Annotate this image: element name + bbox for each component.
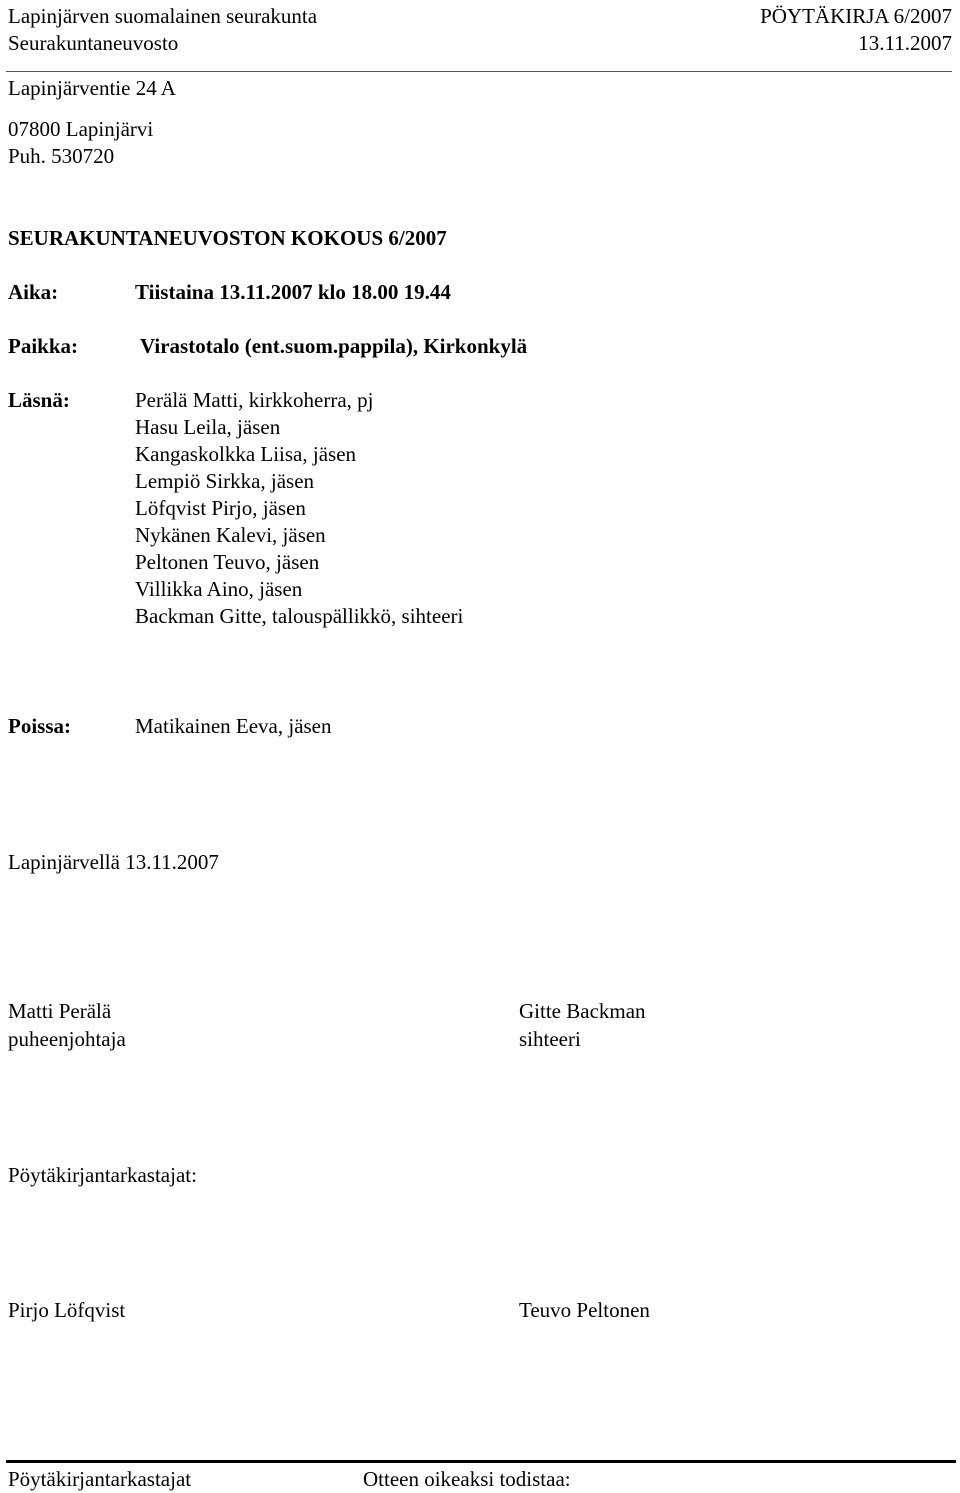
chair-name: Matti Perälä [8,999,112,1023]
attendee-item: Lempiö Sirkka, jäsen [135,469,315,493]
reviewer-2: Teuvo Peltonen [519,1298,650,1322]
secretary-name: Gitte Backman [519,999,646,1023]
attendee-list [135,387,463,630]
attendee-item: Perälä Matti, kirkkoherra, pj [135,388,374,412]
secretary-role: sihteeri [519,1027,581,1051]
time-value: Tiistaina 13.11.2007 klo 18.00 19.44 [135,280,451,304]
present-label: Läsnä: [8,388,70,412]
reviewers-label: Pöytäkirjantarkastajat: [8,1163,197,1187]
attendee-item: Kangaskolkka Liisa, jäsen [135,442,357,466]
footer-divider [6,1460,956,1463]
meeting-title: SEURAKUNTANEUVOSTON KOKOUS 6/2007 [8,226,447,250]
document-type: PÖYTÄKIRJA 6/2007 [760,4,952,28]
footer-left: Pöytäkirjantarkastajat [8,1467,192,1491]
address-postal: 07800 Lapinjärvi [8,117,154,141]
address-phone: Puh. 530720 [8,144,115,168]
attendee-item: Hasu Leila, jäsen [135,415,281,439]
absent-value: Matikainen Eeva, jäsen [135,714,332,738]
place-and-date: Lapinjärvellä 13.11.2007 [8,850,219,874]
attendee-item: Villikka Aino, jäsen [135,577,303,601]
header-divider [6,71,952,72]
absent-label: Poissa: [8,714,71,738]
governing-body: Seurakuntaneuvosto [8,31,179,55]
time-label: Aika: [8,280,59,304]
place-value: Virastotalo (ent.suom.pappila), Kirkonkylä [140,334,528,358]
attendee-item: Nykänen Kalevi, jäsen [135,523,326,547]
reviewer-1: Pirjo Löfqvist [8,1298,126,1322]
address-street: Lapinjärventie 24 A [8,76,176,100]
document-date: 13.11.2007 [858,31,952,55]
attendee-item: Löfqvist Pirjo, jäsen [135,496,306,520]
attendee-item: Peltonen Teuvo, jäsen [135,550,320,574]
footer-right: Otteen oikeaksi todistaa: [363,1467,571,1491]
organization-name: Lapinjärven suomalainen seurakunta [8,4,318,28]
place-label: Paikka: [8,334,79,358]
attendee-item: Backman Gitte, talouspällikkö, sihteeri [135,604,464,628]
chair-role: puheenjohtaja [8,1027,126,1051]
